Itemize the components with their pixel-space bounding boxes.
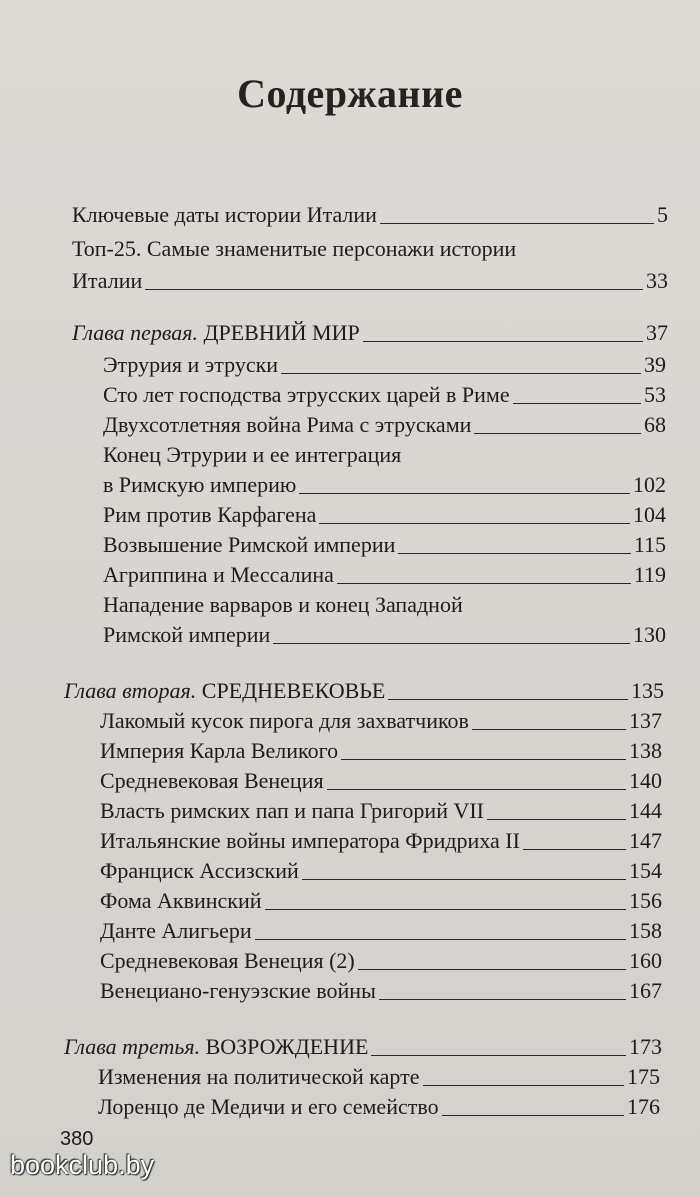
dot-leader: [487, 819, 626, 820]
dot-leader: [341, 759, 626, 760]
chapter-title: [64, 1032, 368, 1062]
toc-entry-title: Сто лет господства этрусских царей в Риме: [103, 382, 510, 407]
toc-entry-page: 167: [629, 978, 662, 1003]
toc-entry-page: 68: [644, 412, 666, 437]
toc-entry-page: 53: [644, 382, 666, 407]
dot-leader: [358, 969, 626, 970]
dot-leader: [273, 643, 630, 644]
toc-entry-title: Фома Аквинский: [100, 888, 262, 913]
dot-leader: [388, 699, 628, 700]
toc-entry-page: 160: [629, 948, 662, 973]
toc-entry-title: Средневековая Венеция: [100, 768, 324, 793]
toc-entry-page: 5: [657, 202, 668, 227]
dot-leader: [423, 1085, 624, 1086]
toc-entry-page: 102: [633, 472, 666, 497]
watermark: bookclub.by: [10, 1150, 155, 1180]
dot-leader: [363, 341, 643, 342]
toc-entry-page: 104: [633, 502, 666, 527]
toc-entry-title: Средневековая Венеция (2): [100, 948, 355, 973]
toc-entry-title-line1: Топ-25. Самые знаменитые персонажи истории: [72, 236, 517, 261]
toc-entry: [103, 620, 666, 650]
chapter-entry: [64, 1032, 662, 1062]
toc-entry-title: Италии: [72, 268, 143, 293]
chapter-entry: [64, 676, 664, 706]
toc-entry: [98, 1092, 660, 1122]
toc-entry: [100, 796, 662, 826]
toc-entry: [103, 530, 666, 560]
toc-entry-page: 156: [629, 888, 662, 913]
toc-entry-title: Лоренцо де Медичи и его семейство: [98, 1094, 439, 1119]
chapter-name: СРЕДНЕВЕКОВЬЕ: [201, 678, 386, 703]
toc-entry-page: 140: [629, 768, 662, 793]
dot-leader: [474, 433, 641, 434]
toc-entry-title: Власть римских пап и папа Григорий VII: [100, 798, 485, 823]
dot-leader: [337, 583, 631, 584]
toc-entry-title: Этрурия и этруски: [103, 352, 279, 377]
toc-entry-title: Империя Карла Великого: [100, 738, 339, 763]
toc-entry-title: Данте Алигьери: [100, 918, 252, 943]
dot-leader: [299, 493, 630, 494]
toc-entry-page: 173: [629, 1034, 662, 1059]
toc-entry-page: 154: [629, 858, 662, 883]
toc-entry-page: 144: [629, 798, 662, 823]
dot-leader: [472, 729, 626, 730]
toc-entry-title-line1: Конец Этрурии и ее интеграция: [103, 442, 402, 467]
toc-entry: [103, 470, 666, 500]
toc-entry-title: Изменения на политической карте: [98, 1064, 420, 1089]
toc-entry-page: 33: [646, 268, 668, 293]
toc-entry: [103, 380, 666, 410]
dot-leader: [380, 223, 654, 224]
dot-leader: [145, 289, 643, 290]
dot-leader: [371, 1055, 626, 1056]
toc-entry-title-line1: Нападение варваров и конец Западной: [103, 592, 463, 617]
chapter-title: [72, 318, 360, 348]
chapter-entry: [72, 318, 668, 348]
toc-entry-page: 39: [644, 352, 666, 377]
toc-entry: [103, 410, 666, 440]
chapter-label: Глава первая.: [72, 320, 198, 345]
toc-entry: [100, 946, 662, 976]
toc-entry: [100, 916, 662, 946]
toc-entry-title: Венециано-генуэзские войны: [100, 978, 376, 1003]
toc-entry-title: Франциск Ассизский: [100, 858, 299, 883]
chapter-name: ДРЕВНИЙ МИР: [203, 320, 360, 345]
toc-entry-page: 137: [629, 708, 662, 733]
dot-leader: [513, 403, 641, 404]
toc-entry-title: Римской империи: [103, 622, 271, 647]
chapter-title: [64, 676, 385, 706]
dot-leader: [319, 523, 630, 524]
toc-entry: [100, 976, 662, 1006]
toc-entry: [72, 266, 668, 296]
toc-entry-title: Рим против Карфагена: [103, 502, 317, 527]
toc-entry-page: 135: [631, 678, 664, 703]
dot-leader: [379, 999, 626, 1000]
toc-entry-page: 115: [633, 532, 666, 557]
toc-entry-title: Лакомый кусок пирога для захватчиков: [100, 708, 469, 733]
toc-entry-page: 37: [646, 320, 668, 345]
toc-entry-title: Возвышение Римской империи: [103, 532, 396, 557]
toc-entry: [100, 766, 662, 796]
toc-entry-page: 130: [633, 622, 666, 647]
chapter-label: Глава вторая.: [64, 678, 197, 703]
toc-entry-title: Агриппина и Мессалина: [103, 562, 334, 587]
toc-entry: [103, 500, 666, 530]
toc-entry: [100, 826, 662, 856]
toc-entry-title: Итальянские войны императора Фридриха II: [100, 828, 520, 853]
page-number: 380: [60, 1128, 94, 1150]
toc-entry: [103, 560, 666, 590]
dot-leader: [281, 373, 641, 374]
toc-entry: [103, 350, 666, 380]
toc-entry-page: 175: [627, 1064, 660, 1089]
toc-entry-page: 119: [633, 562, 666, 587]
toc-entry: [72, 200, 668, 230]
dot-leader: [302, 879, 626, 880]
toc-entry: [100, 886, 662, 916]
toc-entry-page: 147: [629, 828, 662, 853]
dot-leader: [398, 553, 630, 554]
dot-leader: [255, 939, 626, 940]
toc-entry: [98, 1062, 660, 1092]
toc-entry-page: 158: [629, 918, 662, 943]
dot-leader: [265, 909, 626, 910]
toc-entry: [100, 856, 662, 886]
dot-leader: [442, 1115, 624, 1116]
chapter-name: ВОЗРОЖДЕНИЕ: [205, 1034, 369, 1059]
toc-entry-page: 176: [627, 1094, 660, 1119]
toc-entry-title: Ключевые даты истории Италии: [72, 202, 377, 227]
toc-entry-page: 138: [629, 738, 662, 763]
chapter-label: Глава третья.: [64, 1034, 201, 1059]
toc-entry-title: в Римскую империю: [103, 472, 297, 497]
toc-entry: [100, 706, 662, 736]
page-title: Содержание: [237, 71, 463, 116]
toc-entry: [100, 736, 662, 766]
toc-entry-title: Двухсотлетняя война Рима с этрусками: [103, 412, 472, 437]
dot-leader: [523, 849, 626, 850]
dot-leader: [327, 789, 626, 790]
